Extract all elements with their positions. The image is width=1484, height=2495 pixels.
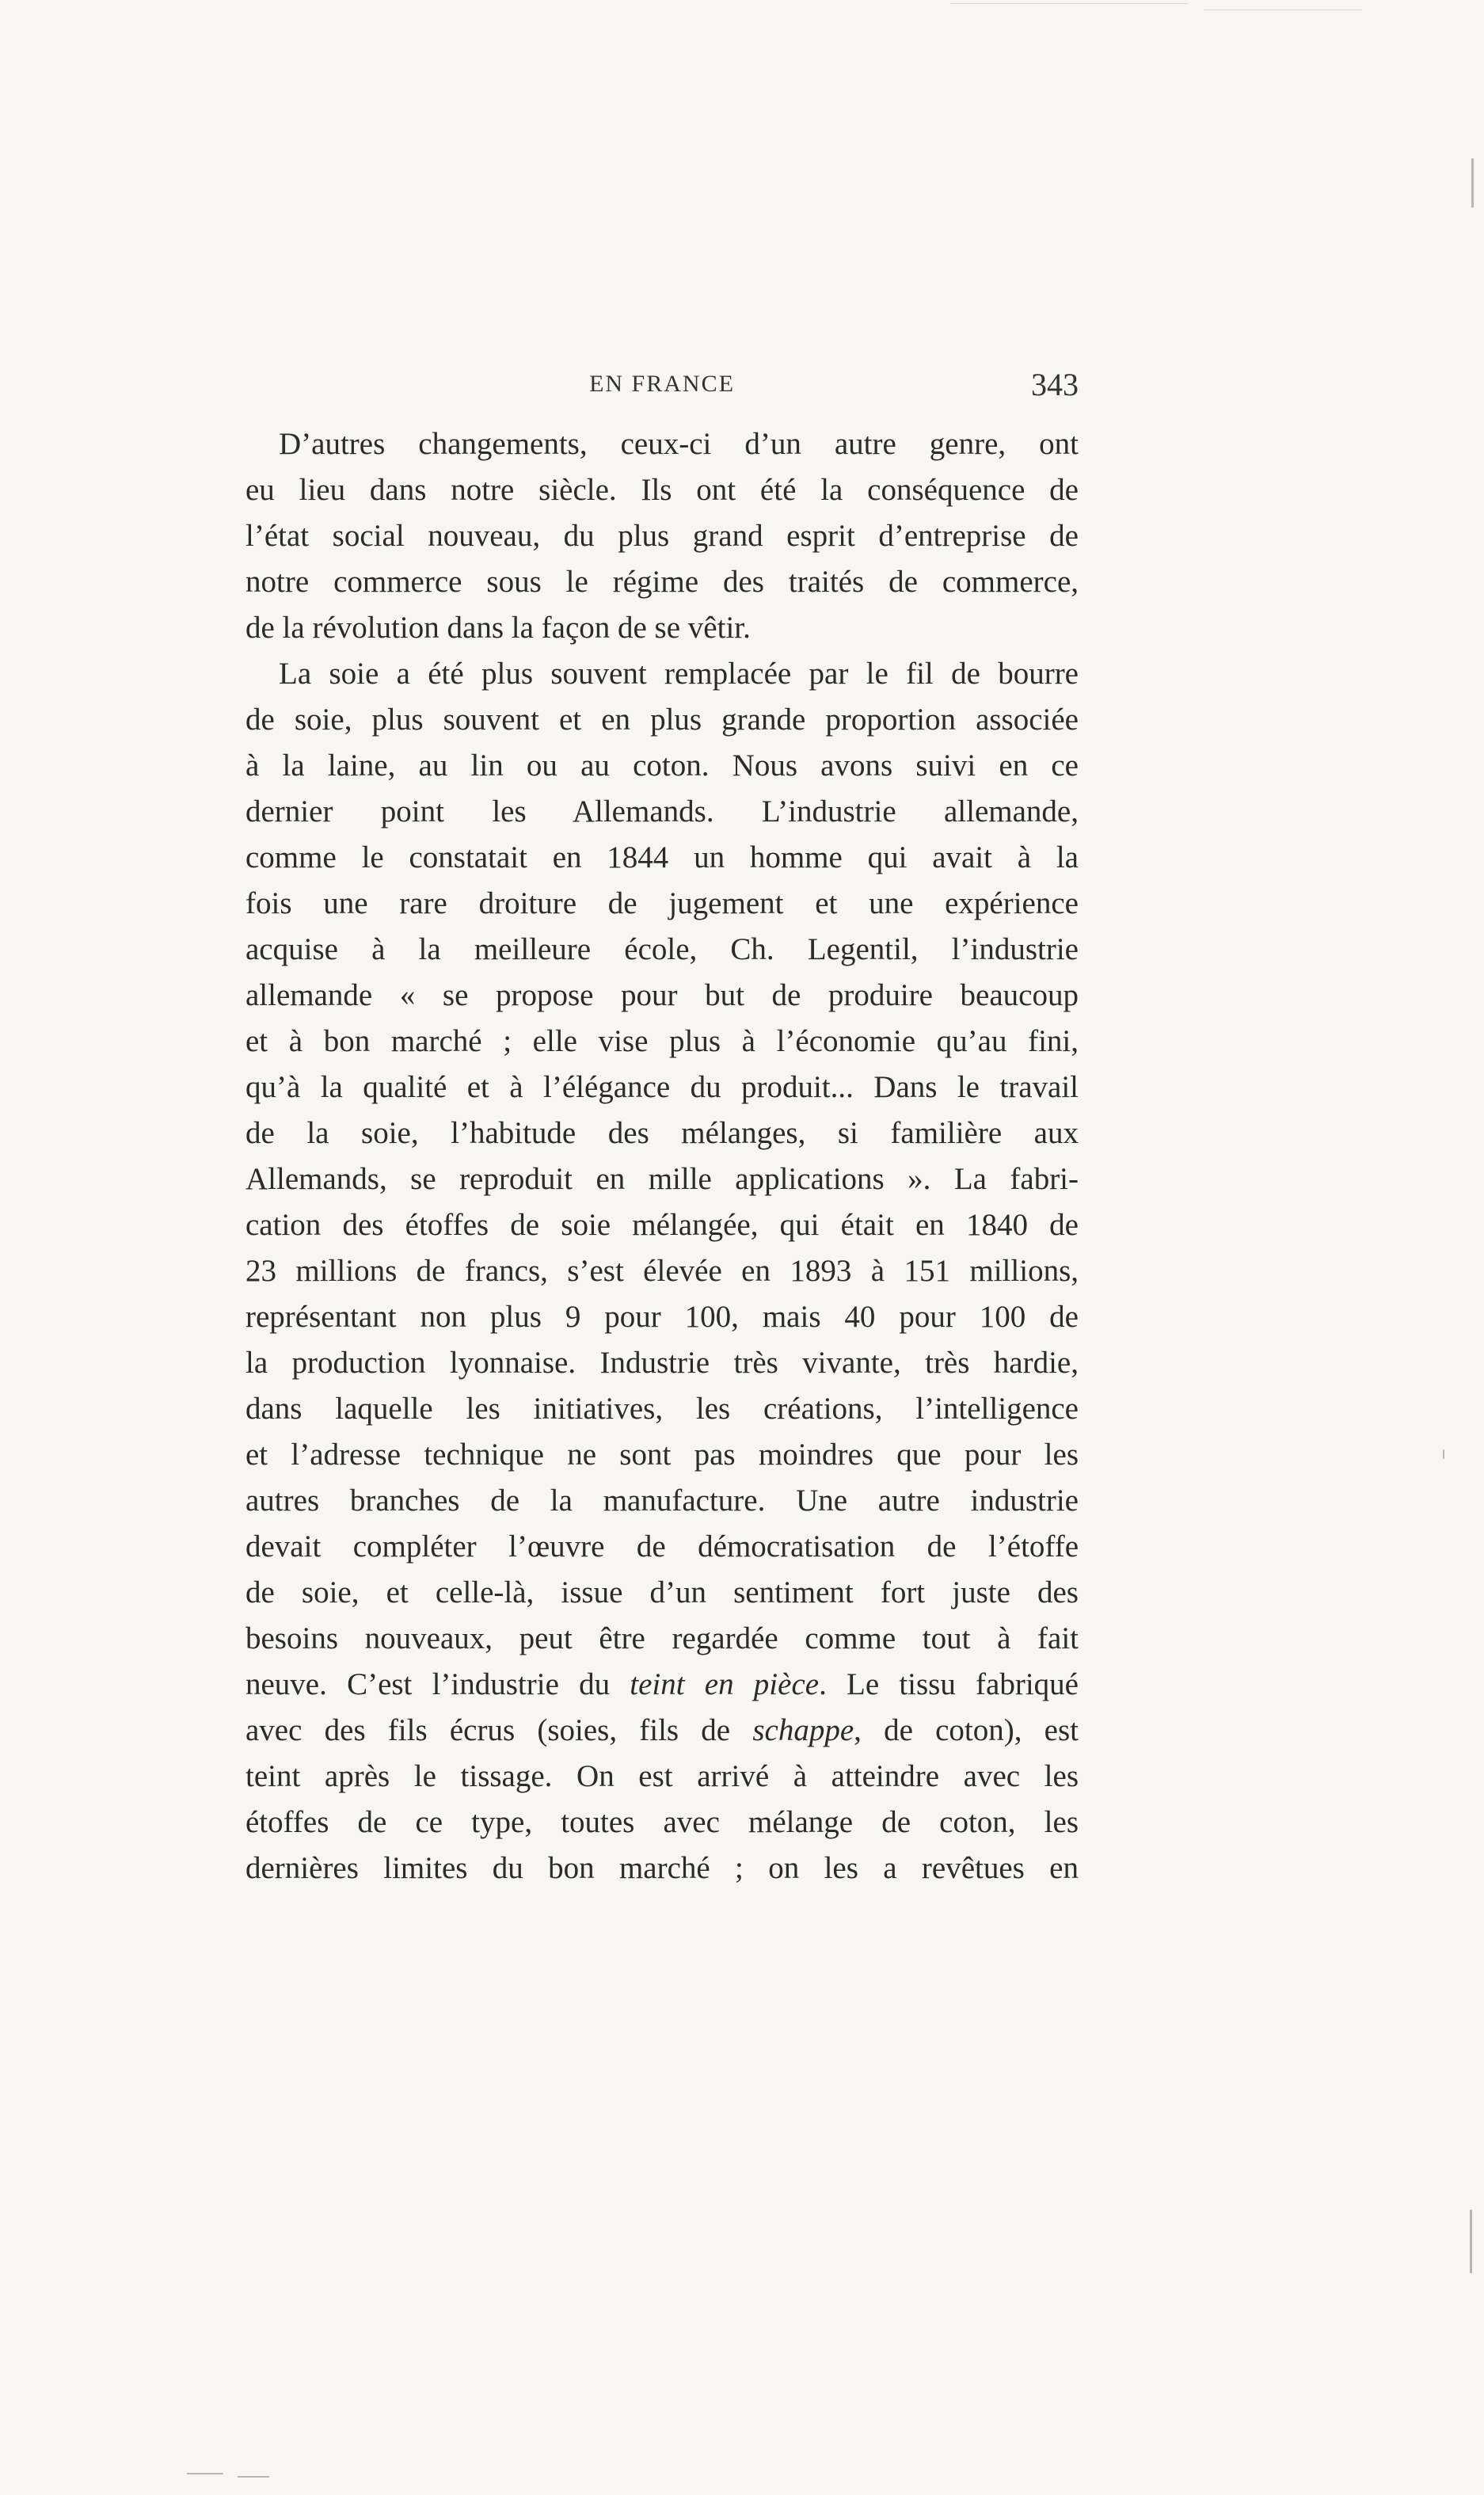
text-line: eu lieu dans notre siècle. Ils ont été la conséquence de: [245, 473, 1079, 507]
text-line: allemande « se propose pour but de produire beaucoup: [245, 978, 1079, 1012]
text-line: 23 millions de francs, s’est élevée en 1893 à 151 millions,: [245, 1254, 1079, 1288]
text-line: de la révolution dans la façon de se vêtir.: [245, 611, 751, 645]
text-run: neuve. C’est l’industrie du: [245, 1667, 630, 1701]
text-line: dernières limites du bon marché ; on les a revêtues en: [245, 1851, 1079, 1885]
text-line: devait compléter l’œuvre de démocratisation de l’étoffe: [245, 1529, 1079, 1564]
text-line: étoffes de ce type, toutes avec mélange de coton, les: [245, 1805, 1079, 1839]
text-run: avec des fils écrus (soies, fils de: [245, 1713, 753, 1747]
text-line: dernier point les Allemands. L’industrie allemande,: [245, 794, 1079, 828]
text-line: La soie a été plus souvent remplacée par le fil de bourre: [279, 657, 1079, 691]
page-header: [245, 366, 1079, 410]
text-line: cation des étoffes de soie mélangée, qui était en 1840 de: [245, 1208, 1079, 1242]
body-text: [245, 421, 1079, 1891]
text-line: D’autres changements, ceux-ci d’un autre genre, ont: [279, 427, 1079, 461]
text-run: . Le tissu fabriqué: [819, 1667, 1079, 1701]
scan-mark: [1443, 1449, 1444, 1459]
text-line: de soie, et celle-là, issue d’un sentiment fort juste des: [245, 1575, 1079, 1609]
text-line: autres branches de la manufacture. Une autre industrie: [245, 1484, 1079, 1518]
italic-term-schappe: schappe: [752, 1713, 854, 1747]
text-line: représentant non plus 9 pour 100, mais 40 pour 100 de: [245, 1300, 1079, 1334]
italic-term-teint-en-piece: teint en pièce: [630, 1667, 820, 1701]
scan-mark: [187, 2473, 223, 2474]
text-line-with-italic: [245, 1708, 1079, 1754]
text-run: , de coton), est: [854, 1713, 1079, 1747]
text-line: l’état social nouveau, du plus grand esprit d’entreprise de: [245, 519, 1079, 553]
text-line: comme le constatait en 1844 un homme qui avait à la: [245, 840, 1079, 874]
text-line: Allemands, se reproduit en mille applications ». La fabri-: [245, 1162, 1079, 1196]
text-line: qu’à la qualité et à l’élégance du produit... Dans le travail: [245, 1070, 1079, 1104]
text-line: fois une rare droiture de jugement et une expérience: [245, 886, 1079, 920]
page-number: 343: [1031, 367, 1079, 402]
text-line: de soie, plus souvent et en plus grande proportion associée: [245, 703, 1079, 737]
text-line: de la soie, l’habitude des mélanges, si familière aux: [245, 1116, 1079, 1150]
text-line: et à bon marché ; elle vise plus à l’économie qu’au fini,: [245, 1024, 1079, 1058]
scan-mark: [1471, 158, 1474, 208]
running-head: EN FRANCE: [589, 371, 735, 397]
scan-mark: [1470, 2210, 1472, 2273]
text-line: et l’adresse technique ne sont pas moindres que pour les: [245, 1438, 1079, 1472]
scan-mark: [950, 3, 1188, 4]
text-line: notre commerce sous le régime des traités de commerce,: [245, 565, 1079, 599]
text-line: à la laine, au lin ou au coton. Nous avons suivi en ce: [245, 748, 1079, 783]
text-line: acquise à la meilleure école, Ch. Legentil, l’industrie: [245, 932, 1079, 966]
scan-mark: [238, 2476, 269, 2478]
text-line: la production lyonnaise. Industrie très vivante, très hardie,: [245, 1346, 1079, 1380]
text-line: dans laquelle les initiatives, les créations, l’intelligence: [245, 1392, 1079, 1426]
text-line-with-italic: [245, 1662, 1079, 1708]
text-line: teint après le tissage. On est arrivé à atteindre avec les: [245, 1759, 1079, 1793]
text-line: besoins nouveaux, peut être regardée comme tout à fait: [245, 1621, 1079, 1655]
